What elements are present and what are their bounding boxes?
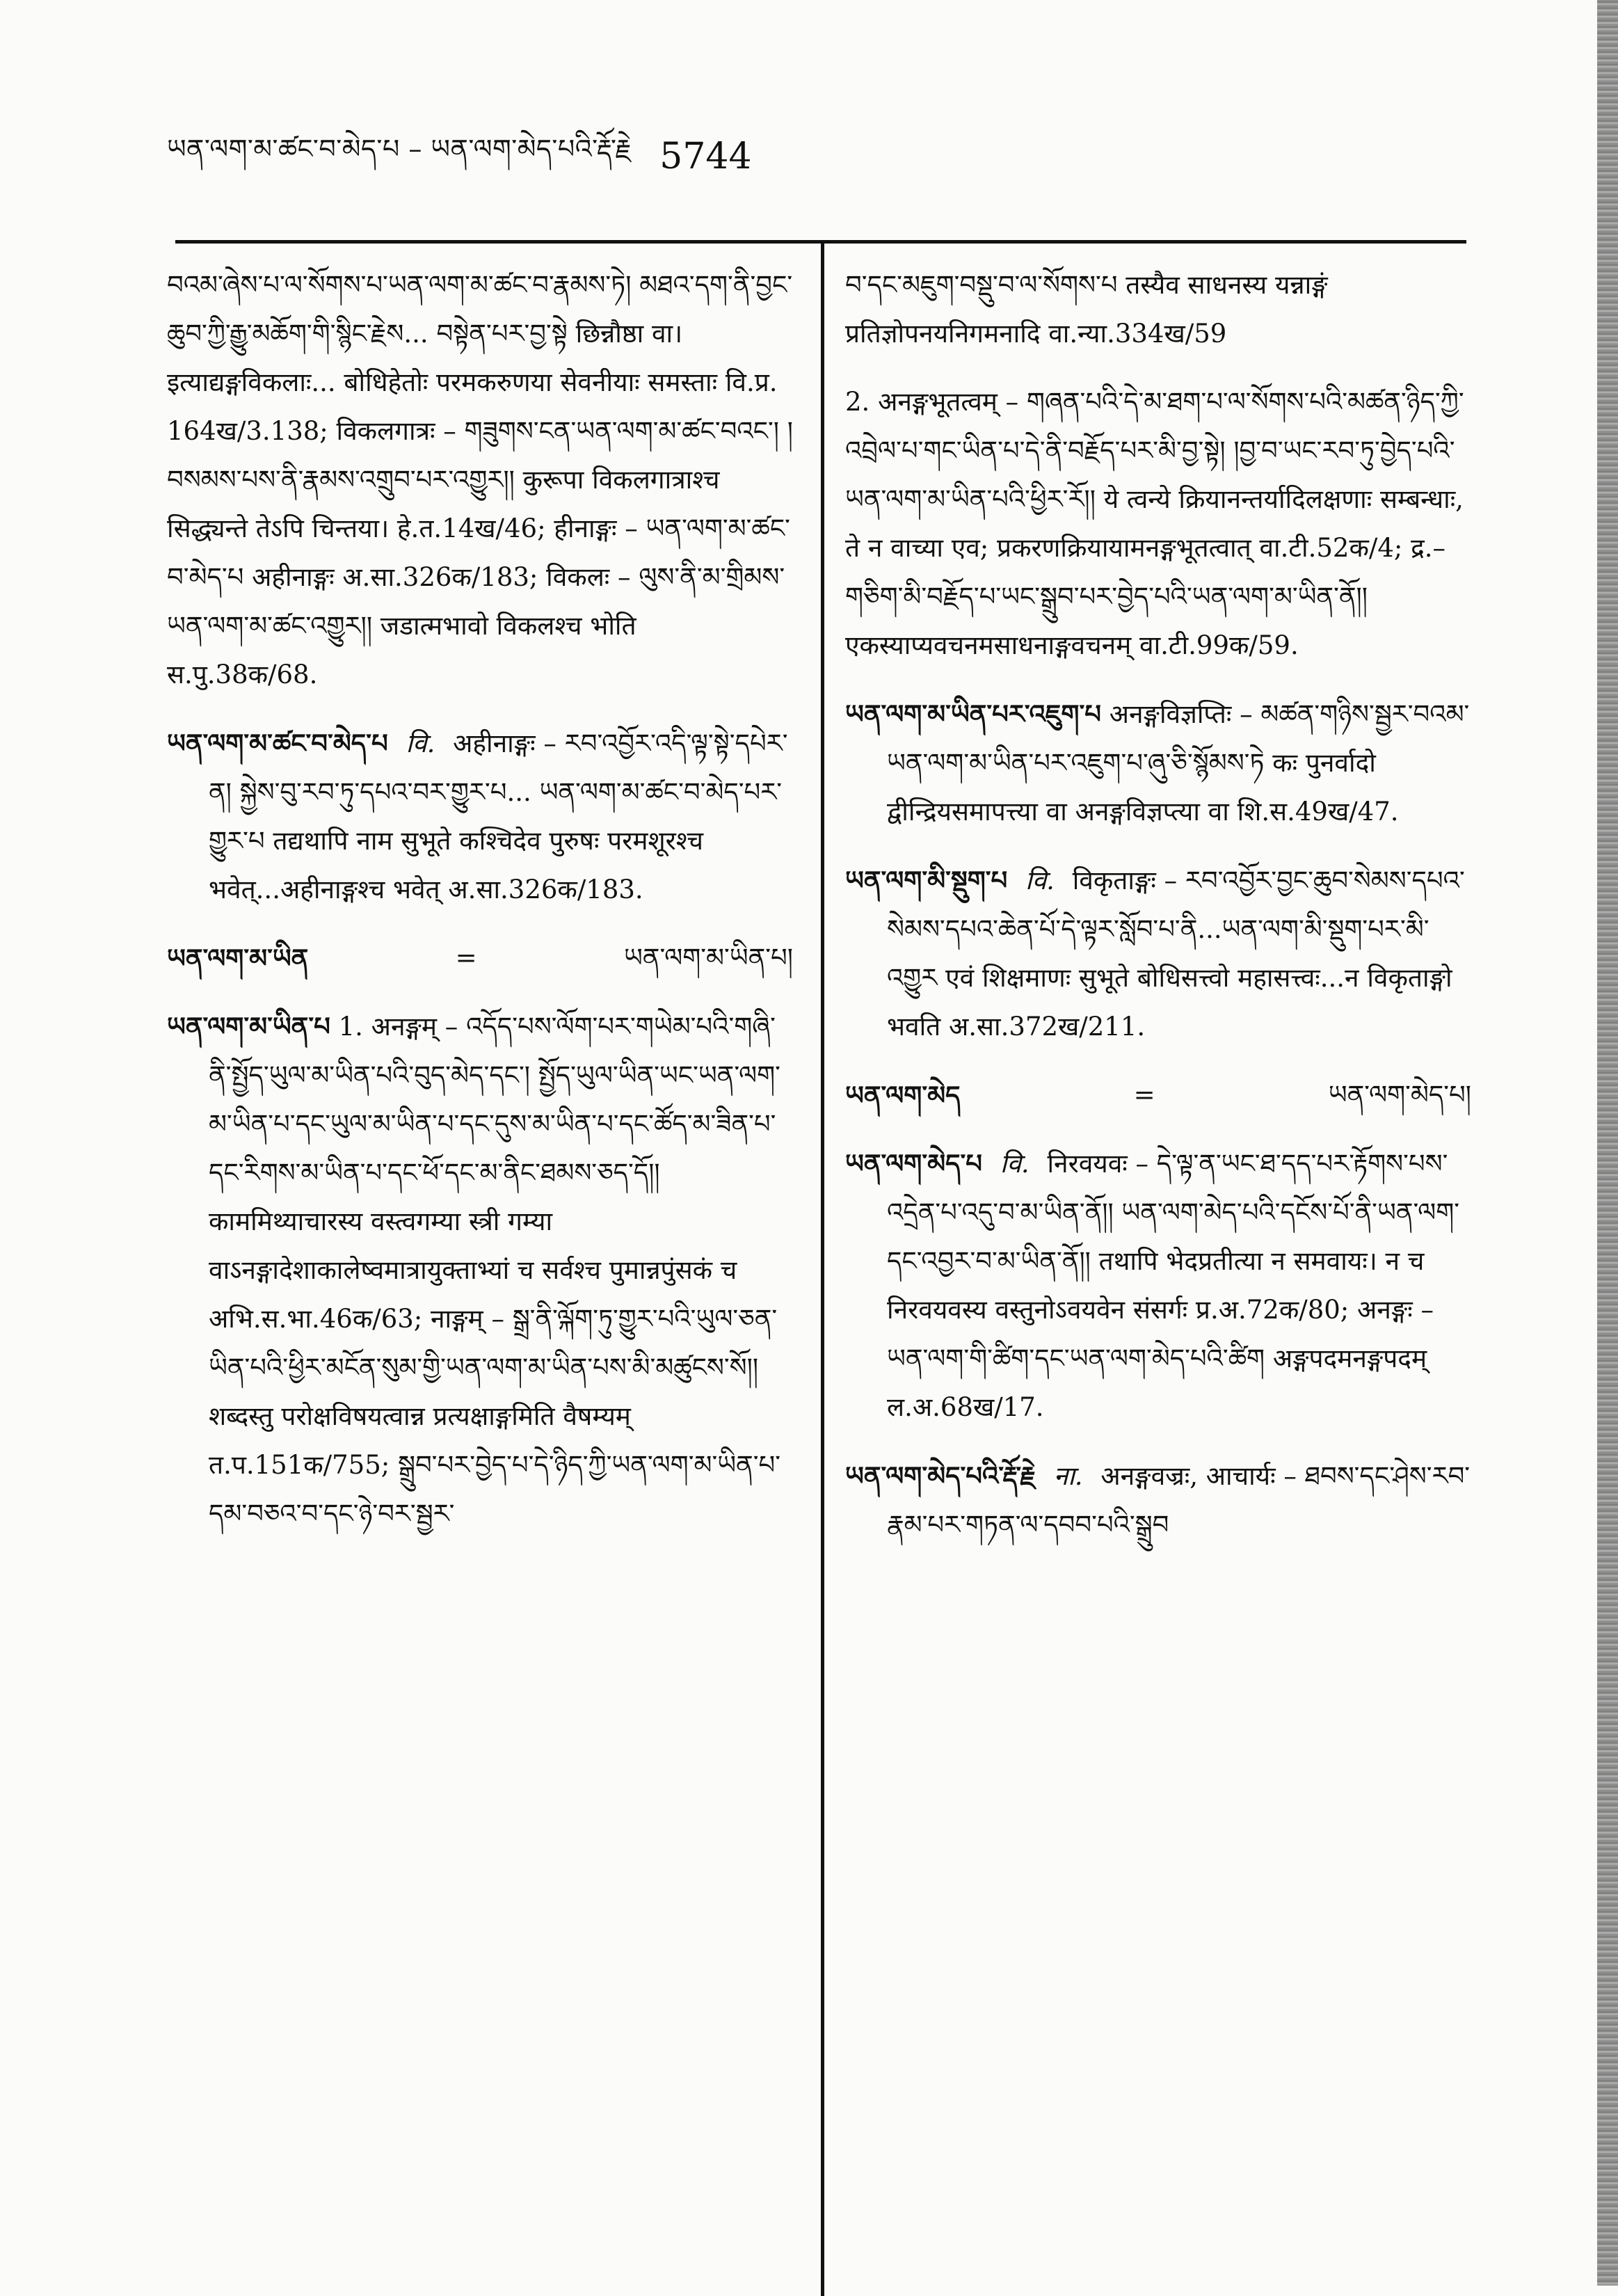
entry-headword: ཡན་ལག་མ་ཡིན་པ: [167, 1011, 330, 1042]
header-entry-range: ཡན་ལག་མ་ཚང་བ་མེད་པ – ཡན་ལག་མེད་པའི་རྡོ་རྗེ: [167, 133, 632, 164]
entry-sense: 2. अनङ्गभूतत्वम् – གཞན་པའི་དེ་མ་ཐག་པ་ལ་སོགས་པའི་མཚན་ཉིད་ཀྱི་འབྲེལ་པ་གང་ཡིན་པ་དེ་ནི་བརྗོད་པར་མི་བྱ་སྟེ། །བྱ་བ་ཡང་རབ་ཏུ་བྱེད་པའི་ཡན་ལག་མ་ཡིན་པའི་ཕྱིར་རོ།། ये त्वन्ये क्रियानन्तर्यादिलक्षणाः सम्बन्धाः, ते न वाच्या एव; प्रकरणक्रियायामनङ्गभूतत्वात् वा.टी.52क/4; द्र.– གཅིག་མི་བརྗོད་པ་ཡང་སྒྲུབ་པར་བྱེད་པའི་ཡན་ལག་མ་ཡིན་ནོ།། एकस्याप्यवचनमसाधनाङ्गवचनम् वा.टी.99क/59.: [845, 387, 1464, 660]
entry-headword: ཡན་ལག་མི་སྡུག་པ: [845, 865, 1008, 895]
entry-body: अनङ्गवज्रः, आचार्यः – ཐབས་དང་ཤེས་རབ་རྣམ་པར་གཏན་ལ་དབབ་པའི་སྒྲུབ: [887, 1461, 1471, 1540]
equals-sign: =: [455, 943, 477, 973]
grammar-label: वि.: [1000, 1149, 1030, 1179]
page-number: 5744: [659, 136, 752, 177]
cross-reference: [167, 934, 793, 982]
grammar-label: वि.: [1025, 866, 1055, 895]
dictionary-entry: [845, 1451, 1471, 1549]
dictionary-entry: [845, 689, 1471, 836]
cross-ref-term: ཡན་ལག་མ་ཡིན: [167, 943, 309, 973]
scan-edge: [1597, 0, 1618, 2286]
entry-headword: ཡན་ལག་མ་ཡིན་པར་འཇུག་པ: [845, 699, 1101, 729]
cross-reference: [845, 1071, 1471, 1119]
running-header: [167, 125, 1489, 188]
grammar-label: ना.: [1053, 1461, 1083, 1491]
entry-headword: ཡན་ལག་མེད་པའི་རྡོ་རྗེ: [845, 1460, 1036, 1491]
entry-headword: ཡན་ལག་མ་ཚང་བ་མེད་པ: [167, 728, 388, 758]
grammar-label: वि.: [406, 728, 435, 758]
entry-sense: 1. अनङ्गम् –: [338, 1012, 458, 1042]
continuation-text: བ་དང་མཇུག་བསྡུ་བ་ལ་སོགས་པ तस्यैव साधनस्य यन्नाङ्गं प्रतिज्ञोपनयनिगमनादि वा.न्या.334ख/59: [845, 270, 1328, 349]
entry-body: अहीनाङ्गः – རབ་འབྱོར་འདི་ལྟ་སྟེ་དཔེར་ན། སྐྱེས་བུ་རབ་ཏུ་དཔའ་བར་གྱུར་པ... ཡན་ལག་མ་ཚང་བ་མེད་པར་གྱུར་པ तद्यथापि नाम सुभूते कश्चिदेव पुरुषः परमशूरश्च भवेत्...अहीनाङ्गश्च भवेत् अ.सा.326क/183.: [209, 728, 788, 904]
equals-sign: =: [1133, 1080, 1155, 1110]
cross-ref-term: ཡན་ལག་མེད: [845, 1080, 961, 1110]
entry-body: अनङ्गविज्ञप्तिः – མཚན་གཉིས་སྦྱར་བའམ་ཡན་ལག་མ་ཡིན་པར་འཇུག་པ་ཞུ་ཅི་སྙོམས་ཏེ कः पुनर्वादो द्वीन्द्रियसमापत्त्या वा अनङ्गविज्ञप्त्या वा शि.स.49ख/47.: [887, 699, 1470, 827]
entry-headword: ཡན་ལག་མེད་པ: [845, 1148, 982, 1179]
entry-body: འདོད་པས་ལོག་པར་གཡེམ་པའི་གཞི་ནི་སྤྱོད་ཡུལ་མ་ཡིན་པའི་བུད་མེད་དང་། སྤྱོད་ཡུལ་ཡིན་ཡང་ཡན་ལག་མ་ཡིན་པ་དང་ཡུལ་མ་ཡིན་པ་དང་དུས་མ་ཡིན་པ་དང་ཚོད་མ་ཟིན་པ་དང་རིགས་མ་ཡིན་པ་དང་ཕོ་དང་མ་ནིང་ཐམས་ཅད་དོ།། काममिथ्याचारस्य वस्त्वगम्या स्त्री गम्या वाऽनङ्गादेशाकालेष्वमात्रायुक्ताभ्यां च सर्वश्च पुमान्नपुंसकं च अभि.स.भा.46क/63; नाङ्गम् – སྒྲ་ནི་ལྐོག་ཏུ་གྱུར་པའི་ཡུལ་ཅན་ཡིན་པའི་ཕྱིར་མངོན་སུམ་གྱི་ཡན་ལག་མ་ཡིན་པས་མི་མཚུངས་སོ།། शब्दस्तु परोक्षविषयत्वान्न प्रत्यक्षाङ्गमिति वैषम्यम् त.प.151क/755; སྒྲུབ་པར་བྱེད་པ་དེ་ཉིད་ཀྱི་ཡན་ལག་མ་ཡིན་པ་དམ་བཅའ་བ་དང་ཉེ་བར་སྦྱར་: [209, 1012, 780, 1529]
continuation-text: བའམ་ཞེས་པ་ལ་སོགས་པ་ཡན་ལག་མ་ཚང་བ་རྣམས་ཏེ། མཐའ་དག་ནི་བྱང་ཆུབ་ཀྱི་རྒྱུ་མཆོག་གི་སྙིང་རྗེས... བསྟེན་པར་བྱ་སྟེ छिन्नौष्ठा वा। इत्याद्यङ्गविकलाः... बोधिहेतोः परमकरुणया सेवनीयाः समस्ताः वि.प्र. 164ख/3.138; विकलगात्रः – གཟུགས་ངན་ཡན་ལག་མ་ཚང་བའང་། །བསམས་པས་ནི་རྣམས་འགྲུབ་པར་འགྱུར།། कुरूपा विकलगात्राश्च सिद्ध्यन्ते तेऽपि चिन्तया। हे.त.14ख/46; हीनाङ्गः – ཡན་ལག་མ་ཚང་བ་མེད་པ अहीनाङ्गः अ.सा.326क/183; विकलः – ལུས་ནི་མ་གྲིམས་ཡན་ལག་མ་ཚང་འགྱུར།། जडात्मभावो विकलश्च भोति स.पु.38क/68.: [167, 270, 793, 689]
dictionary-entry: [167, 1002, 793, 1538]
left-column: [167, 261, 793, 1558]
dictionary-entry: [845, 1139, 1471, 1432]
entry-body: निरवयवः – དེ་ལྟ་ན་ཡང་ཐ་དད་པར་རྟོགས་པས་འདྲེན་པ་འདུ་བ་མ་ཡིན་ནོ།། ཡན་ལག་མེད་པའི་དངོས་པོ་ནི་ཡན་ལག་དང་འབྱར་བ་མ་ཡིན་ནོ།། तथापि भेदप्रतीत्या न समवायः। न च निरवयवस्य वस्तुनोऽवयवेन संसर्गः प्र.अ.72क/80; अनङ्गः – ཡན་ལག་གི་ཚིག་དང་ཡན་ལག་མེད་པའི་ཚིག अङ्गपदमनङ्गपदम् ल.अ.68ख/17.: [887, 1149, 1460, 1422]
right-column: [845, 261, 1471, 1569]
entry-body: विकृताङ्गः – རབ་འབྱོར་བྱང་ཆུབ་སེམས་དཔའ་སེམས་དཔའ་ཆེན་པོ་དེ་ལྟར་སློབ་པ་ནི...ཡན་ལག་མི་སྡུག་པར་མི་འགྱུར एवं शिक्षमाणः सुभूते बोधिसत्त्वो महासत्त्वः...न विकृताङ्गो भवति अ.सा.372ख/211.: [887, 866, 1465, 1042]
dictionary-entry: [845, 856, 1471, 1051]
dictionary-entry: [167, 719, 793, 914]
column-divider: [821, 244, 824, 2296]
cross-ref-target: ཡན་ལག་མ་ཡིན་པ།: [623, 943, 793, 973]
cross-ref-target: ཡན་ལག་མེད་པ།: [1328, 1080, 1471, 1110]
